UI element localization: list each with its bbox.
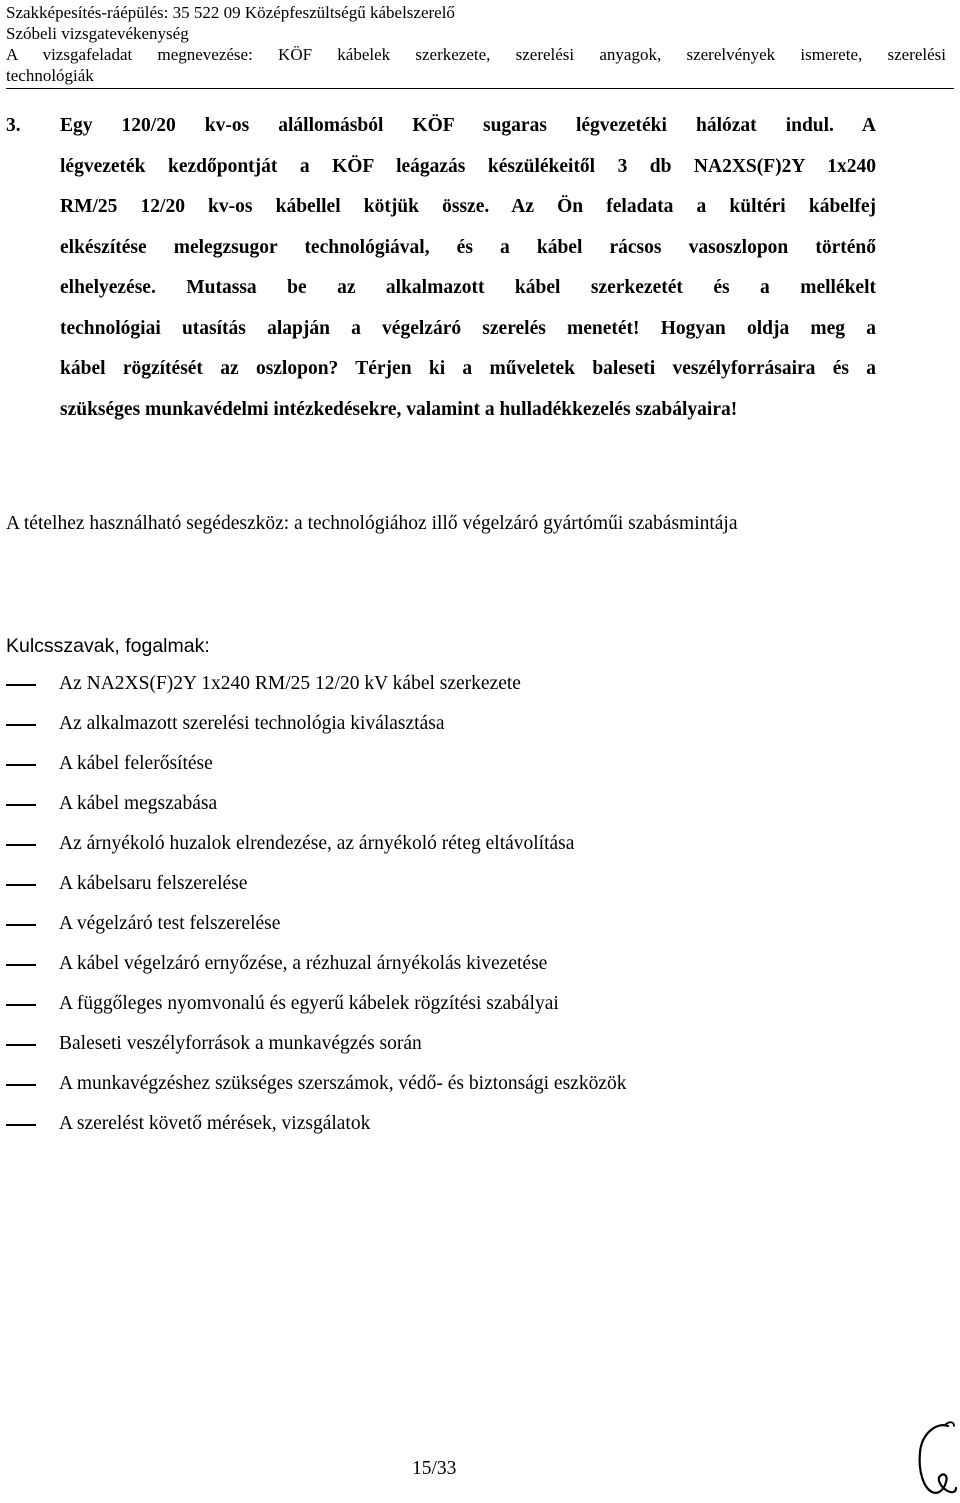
keyword-text: A kábel végelzáró ernyőzése, a rézhuzal árnyékolás kivezetése [59,953,548,974]
list-dash-icon [6,924,36,926]
question-text [60,106,876,430]
list-dash-icon [6,724,36,726]
keyword-text: A végelzáró test felszerelése [59,913,281,934]
list-dash-icon [6,964,36,966]
keyword-text: A kábel megszabása [59,793,218,814]
question-line: szükséges munkavédelmi intézkedésekre, valamint a hulladékkezelés szabályaira! [60,398,738,420]
question-line: RM/25 12/20 kv-os kábellel kötjük össze. Az Ön feladata a kültéri kábelfej [60,196,876,217]
keyword-text: Az NA2XS(F)2Y 1x240 RM/25 12/20 kV kábel szerkezete [59,673,521,694]
page-number: 15/33 [412,1458,457,1479]
keyword-text: A munkavégzéshez szükséges szerszámok, védő- és biztonsági eszközök [59,1073,627,1094]
keyword-text: Az árnyékoló huzalok elrendezése, az árnyékoló réteg eltávolítása [59,833,575,854]
list-dash-icon [6,764,36,766]
header-qualification: Szakképesítés-ráépülés: 35 522 09 Középfeszültségű kábelszerelő [6,3,455,22]
keyword-text: Baleseti veszélyforrások a munkavégzés során [59,1033,422,1054]
header-exam-activity: Szóbeli vizsgatevékenység [6,24,189,43]
header-divider [6,88,954,89]
question-line: Egy 120/20 kv-os alállomásból KÖF sugaras légvezetéki hálózat indul. A [60,115,876,136]
keyword-text: A szerelést követő mérések, vizsgálatok [59,1113,371,1134]
question-line: légvezeték kezdőpontját a KÖF leágazás készülékeitől 3 db NA2XS(F)2Y 1x240 [60,155,876,177]
list-dash-icon [6,884,36,886]
header-task-title-continued: technológiák [6,66,94,85]
keyword-text: Az alkalmazott szerelési technológia kiválasztása [59,713,445,734]
document-header [6,2,946,86]
header-task-title: A vizsgafeladat megnevezése: KÖF kábelek szerkezete, szerelési anyagok, szerelvények ismerete, szerelési [6,45,946,64]
list-dash-icon [6,1124,36,1126]
list-dash-icon [6,1004,36,1006]
list-dash-icon [6,684,36,686]
question-line: technológiai utasítás alapján a végelzáró szerelés menetét! Hogyan oldja meg a [60,317,876,339]
question-number: 3. [6,115,21,136]
keyword-text: A kábel felerősítése [59,753,213,774]
list-dash-icon [6,1044,36,1046]
list-dash-icon [6,804,36,806]
question-block [6,106,876,430]
list-dash-icon [6,1084,36,1086]
keyword-text: A függőleges nyomvonalú és egyerű kábelek rögzítési szabályai [59,993,559,1014]
keywords-heading: Kulcsszavak, fogalmak: [6,635,210,657]
question-line: elkészítése melegzsugor technológiával, és a kábel rácsos vasoszlopon történő [60,236,876,258]
permitted-tools-note: A tételhez használható segédeszköz: a technológiához illő végelzáró gyártóműi szabásmintája [6,513,738,534]
question-line: elhelyezése. Mutassa be az alkalmazott kábel szerkezetét és a mellékelt [60,277,876,298]
handwritten-signature [910,1418,958,1500]
question-line: kábel rögzítését az oszlopon? Térjen ki a műveletek baleseti veszélyforrásaira és a [60,358,876,379]
list-dash-icon [6,844,36,846]
keyword-text: A kábelsaru felszerelése [59,873,248,894]
